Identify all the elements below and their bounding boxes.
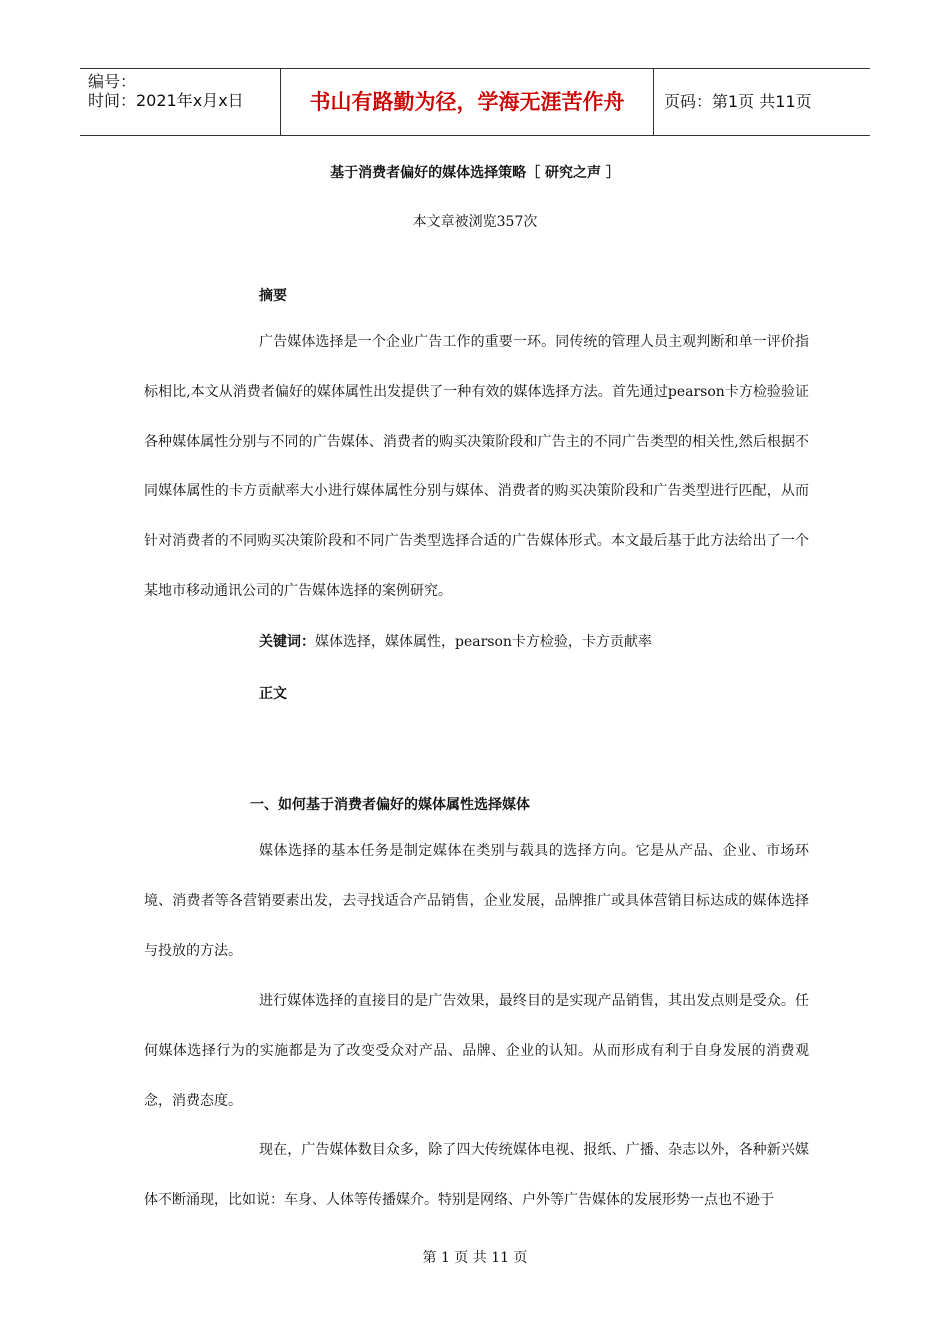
body-paragraph: 媒体选择的基本任务是制定媒体在类别与载具的选择方向。它是从产品、企业、市场环境、消费者等各营销要素出发，去寻找适合产品销售，企业发展，品牌推广或具体营销目标达成的媒体选择与投放的方法。: [144, 843, 809, 959]
document-number-label: 编号：: [88, 72, 137, 91]
article-title: 基于消费者偏好的媒体选择策略［ 研究之声 ］: [330, 165, 620, 181]
keywords-text: 媒体选择，媒体属性，pearson卡方检验，卡方贡献率: [315, 634, 652, 650]
section-heading: 一、如何基于消费者偏好的媒体属性选择媒体: [250, 797, 530, 813]
document-date: 时间：2021年x月x日: [88, 91, 244, 110]
page-footer: 第 1 页 共 11 页: [422, 1250, 528, 1266]
keywords-line: [259, 631, 652, 651]
header-meta: [80, 69, 281, 135]
keywords-label: 关键词：: [259, 634, 315, 650]
body-paragraph: 进行媒体选择的直接目的是广告效果，最终目的是实现产品销售，其出发点则是受众。任何媒体选择行为的实施都是为了改变受众对产品、品牌、企业的认知。从而形成有利于自身发展的消费观念，消费态度。: [144, 993, 809, 1109]
view-count: 本文章被浏览357次: [412, 214, 538, 230]
document-header: [80, 68, 870, 136]
header-motto: 书山有路勤为径，学海无涯苦作舟: [281, 69, 654, 135]
header-page-code: 页码：第1页 共11页: [664, 92, 812, 111]
body-heading: 正文: [259, 686, 287, 702]
body-paragraph: 现在，广告媒体数目众多，除了四大传统媒体电视、报纸、广播、杂志以外，各种新兴媒体不断涌现，比如说：车身、人体等传播媒介。特别是网络、户外等广告媒体的发展形势一点也不逊于: [144, 1142, 809, 1208]
abstract-paragraph: 广告媒体选择是一个企业广告工作的重要一环。同传统的管理人员主观判断和单一评价指标相比,本文从消费者偏好的媒体属性出发提供了一种有效的媒体选择方法。首先通过pearson卡方检验验证各种媒体属性分别与不同的广告媒体、消费者的购买决策阶段和广告主的不同广告类型的相关性,然后根据不同媒体属性的卡方贡献率大小进行媒体属性分别与媒体、消费者的购买决策阶段和广告类型进行匹配，从而针对消费者的不同购买决策阶段和不同广告类型选择合适的广告媒体形式。本文最后基于此方法给出了一个某地市移动通讯公司的广告媒体选择的案例研究。: [144, 334, 809, 599]
abstract-heading: 摘要: [259, 288, 287, 304]
